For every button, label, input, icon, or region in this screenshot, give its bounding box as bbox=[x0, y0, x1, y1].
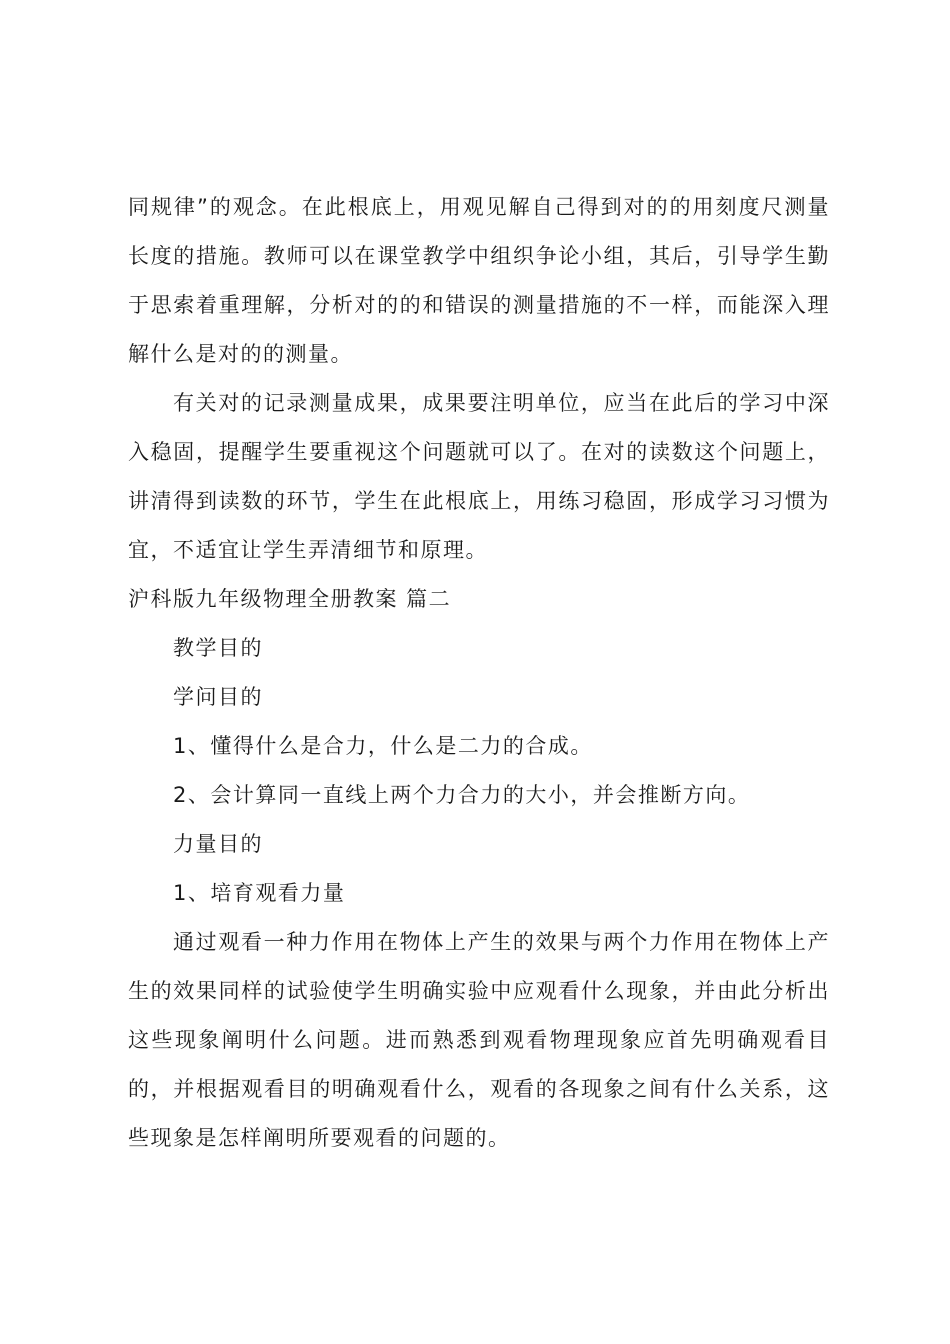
list-item-knowledge-2: 2、会计算同一直线上两个力合力的大小，并会推断方向。 bbox=[173, 783, 751, 807]
heading-ability-objectives: 力量目的 bbox=[173, 832, 263, 856]
list-item-knowledge-1: 1、懂得什么是合力，什么是二力的合成。 bbox=[173, 734, 593, 758]
list-item-ability-1: 1、培育观看力量 bbox=[173, 881, 346, 905]
heading-knowledge-objectives: 学问目的 bbox=[173, 685, 263, 709]
section-title: 沪科版九年级物理全册教案 篇二 bbox=[128, 587, 452, 611]
heading-teaching-objectives: 教学目的 bbox=[173, 636, 263, 660]
document-body bbox=[128, 183, 830, 1163]
paragraph-continuation: 同规律”的观念。在此根底上，用观见解自己得到对的的用刻度尺测量长度的措施。教师可以在课堂教学中组织争论小组，其后，引导学生勤于思索着重理解，分析对的的和错误的测量措施的不一样，而能深入理解什么是对的的测量。 bbox=[128, 195, 830, 366]
paragraph-observation: 通过观看一种力作用在物体上产生的效果与两个力作用在物体上产生的效果同样的试验使学生明确实验中应观看什么现象，并由此分析出这些现象阐明什么问题。进而熟悉到观看物理现象应首先明确观看目的，并根据观看目的明确观看什么，观看的各现象之间有什么关系，这些现象是怎样阐明所要观看的问题的。 bbox=[128, 930, 830, 1150]
paragraph-recording-results: 有关对的记录测量成果，成果要注明单位，应当在此后的学习中深入稳固，提醒学生要重视这个问题就可以了。在对的读数这个问题上，讲清得到读数的环节，学生在此根底上，用练习稳固，形成学习习惯为宜，不适宜让学生弄清细节和原理。 bbox=[128, 391, 830, 562]
